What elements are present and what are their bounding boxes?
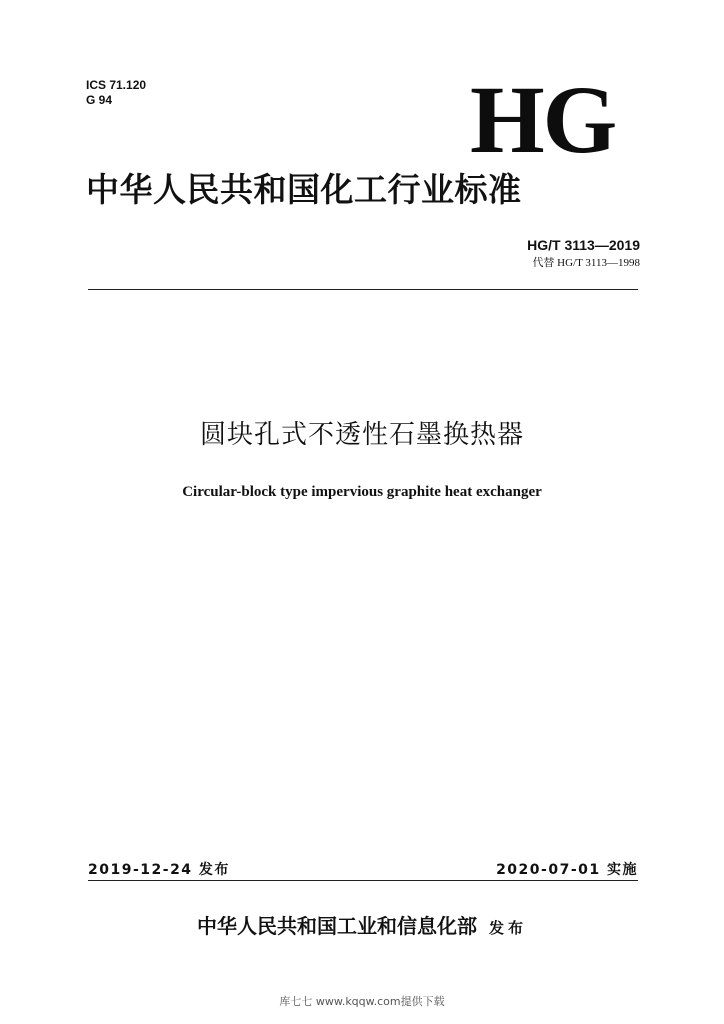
classification-codes xyxy=(86,78,146,108)
document-title-chinese: 圆块孔式不透性石墨换热器 xyxy=(199,420,524,450)
hg-logo: HG xyxy=(470,66,616,173)
document-title-english: Circular-block type impervious graphite heat exchanger xyxy=(182,484,542,500)
top-divider xyxy=(88,289,638,290)
implementation-date: 2020-07-01 实施 xyxy=(496,862,638,878)
replaced-standard: 代替 HG/T 3113—1998 xyxy=(532,257,640,269)
industry-standard-title: 中华人民共和国化工行业标准 xyxy=(86,170,522,209)
issue-date: 2019-12-24 发布 xyxy=(88,862,230,878)
publisher-name: 中华人民共和国工业和信息化部 xyxy=(196,914,477,938)
download-watermark[interactable]: 库七七 www.kqqw.com提供下载 xyxy=(279,995,445,1008)
publisher-action: 发布 xyxy=(488,919,527,937)
ics-code: ICS 71.120 xyxy=(86,78,147,92)
ccs-code: G 94 xyxy=(86,93,113,107)
bottom-divider xyxy=(88,880,638,881)
standard-number: HG/T 3113—2019 xyxy=(527,237,640,253)
publisher xyxy=(0,912,724,942)
